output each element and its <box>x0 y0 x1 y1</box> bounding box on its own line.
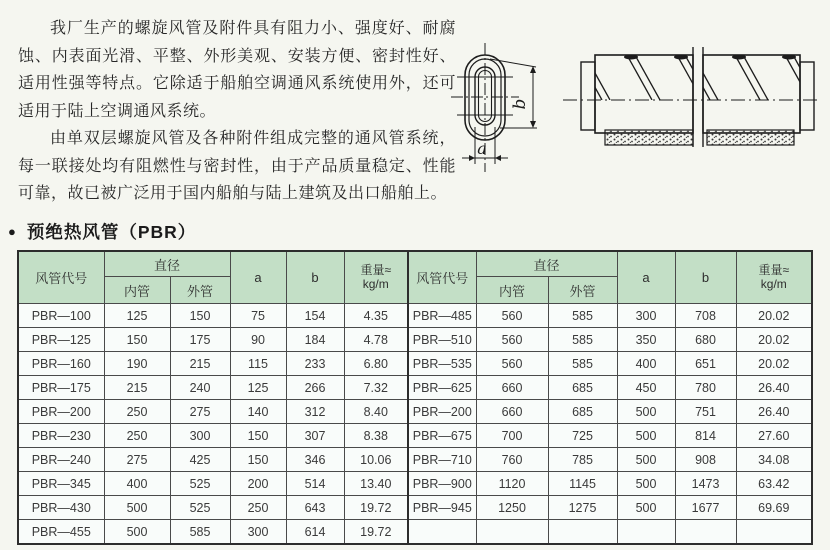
col-header-inner-tube-right: 内管 <box>476 277 548 304</box>
col-header-weight-right <box>736 251 812 304</box>
spec-value-cell: 660 <box>476 400 548 424</box>
duct-code-cell: PBR—230 <box>18 424 104 448</box>
duct-code-cell: PBR—485 <box>408 304 476 328</box>
spec-value-cell: 4.35 <box>344 304 408 328</box>
spec-value-cell: 20.02 <box>736 352 812 376</box>
spec-value-cell: 175 <box>170 328 230 352</box>
spec-value-cell: 215 <box>104 376 170 400</box>
col-header-duct-code-right: 风管代号 <box>408 251 476 304</box>
col-header-diameter-left: 直径 <box>104 251 230 277</box>
spec-value-cell: 500 <box>617 496 675 520</box>
col-header-duct-code-left: 风管代号 <box>18 251 104 304</box>
intro-paragraph-2: 由单双层螺旋风管及各种附件组成完整的通风管系统，每一联接处均有阻燃性与密封性，由于产品质量稳定、性能可靠，故已被广泛用于国内船舶与陆上建筑及出口船舶上。 <box>18 130 456 202</box>
spec-value-cell: 8.40 <box>344 400 408 424</box>
spec-value-cell: 75 <box>230 304 286 328</box>
section-bullet-icon: ● <box>8 224 16 239</box>
section-title: 预绝热风管（PBR） <box>26 222 197 242</box>
spec-value-cell: 425 <box>170 448 230 472</box>
spec-value-cell: 585 <box>548 328 617 352</box>
weight-label: 重量≈ <box>758 263 790 278</box>
table-row <box>18 400 812 424</box>
duct-code-cell: PBR—455 <box>18 520 104 545</box>
duct-code-cell: PBR—200 <box>408 400 476 424</box>
spec-value-cell: 560 <box>476 304 548 328</box>
spec-value-cell: 250 <box>230 496 286 520</box>
spec-value-cell <box>675 520 736 545</box>
spec-value-cell: 26.40 <box>736 400 812 424</box>
spec-value-cell: 780 <box>675 376 736 400</box>
table-row <box>18 352 812 376</box>
spec-value-cell <box>617 520 675 545</box>
spec-value-cell: 908 <box>675 448 736 472</box>
spec-value-cell: 400 <box>617 352 675 376</box>
duct-code-cell: PBR—125 <box>18 328 104 352</box>
spec-value-cell: 115 <box>230 352 286 376</box>
spec-value-cell: 140 <box>230 400 286 424</box>
table-row <box>18 328 812 352</box>
spec-value-cell: 585 <box>170 520 230 545</box>
spec-value-cell: 19.72 <box>344 520 408 545</box>
spec-value-cell: 125 <box>230 376 286 400</box>
col-header-inner-tube-left: 内管 <box>104 277 170 304</box>
spec-value-cell: 4.78 <box>344 328 408 352</box>
spec-value-cell: 1275 <box>548 496 617 520</box>
spec-value-cell: 560 <box>476 352 548 376</box>
duct-side-view-diagram <box>557 28 825 153</box>
spec-value-cell: 215 <box>170 352 230 376</box>
spec-value-cell: 751 <box>675 400 736 424</box>
spec-value-cell: 307 <box>286 424 344 448</box>
spec-value-cell: 685 <box>548 400 617 424</box>
spec-value-cell: 300 <box>230 520 286 545</box>
spec-value-cell: 450 <box>617 376 675 400</box>
spec-value-cell: 500 <box>617 448 675 472</box>
spec-value-cell: 660 <box>476 376 548 400</box>
spec-value-cell: 525 <box>170 472 230 496</box>
spec-value-cell: 275 <box>170 400 230 424</box>
section-heading <box>8 219 196 244</box>
col-header-a-left: a <box>230 251 286 304</box>
duct-code-cell: PBR—100 <box>18 304 104 328</box>
duct-code-cell: PBR—710 <box>408 448 476 472</box>
spec-value-cell: 680 <box>675 328 736 352</box>
spec-value-cell: 250 <box>104 400 170 424</box>
spec-value-cell: 27.60 <box>736 424 812 448</box>
spec-value-cell: 154 <box>286 304 344 328</box>
duct-code-cell: PBR—160 <box>18 352 104 376</box>
duct-code-cell: PBR—345 <box>18 472 104 496</box>
spec-value-cell: 63.42 <box>736 472 812 496</box>
col-header-b-left: b <box>286 251 344 304</box>
spec-value-cell: 643 <box>286 496 344 520</box>
duct-code-cell: PBR—240 <box>18 448 104 472</box>
spec-value-cell: 150 <box>230 448 286 472</box>
spec-value-cell: 500 <box>617 424 675 448</box>
duct-code-cell: PBR—625 <box>408 376 476 400</box>
spec-value-cell: 150 <box>230 424 286 448</box>
spec-value-cell: 34.08 <box>736 448 812 472</box>
spec-value-cell: 785 <box>548 448 617 472</box>
spec-value-cell: 190 <box>104 352 170 376</box>
intro-text-block <box>18 15 456 208</box>
oval-cross-section-diagram <box>440 12 560 202</box>
spec-value-cell: 150 <box>170 304 230 328</box>
pbr-spec-table <box>17 250 813 545</box>
duct-code-cell: PBR—200 <box>18 400 104 424</box>
spec-value-cell: 300 <box>170 424 230 448</box>
duct-code-cell <box>408 520 476 545</box>
spec-value-cell: 250 <box>104 424 170 448</box>
spec-value-cell: 200 <box>230 472 286 496</box>
weight-unit-label: kg/m <box>760 276 787 291</box>
col-header-diameter-right: 直径 <box>476 251 617 277</box>
col-header-outer-tube-left: 外管 <box>170 277 230 304</box>
spec-value-cell: 69.69 <box>736 496 812 520</box>
spec-value-cell: 585 <box>548 352 617 376</box>
spec-value-cell: 20.02 <box>736 328 812 352</box>
duct-code-cell: PBR—535 <box>408 352 476 376</box>
pbr-table-body <box>18 304 812 545</box>
spec-value-cell: 560 <box>476 328 548 352</box>
spec-value-cell: 500 <box>104 520 170 545</box>
spec-value-cell: 400 <box>104 472 170 496</box>
spec-value-cell: 233 <box>286 352 344 376</box>
dim-b-label: b <box>510 98 530 110</box>
spec-value-cell: 585 <box>548 304 617 328</box>
spec-value-cell <box>736 520 812 545</box>
spec-value-cell: 312 <box>286 400 344 424</box>
table-row <box>18 376 812 400</box>
col-header-weight-left <box>344 251 408 304</box>
spec-value-cell: 1145 <box>548 472 617 496</box>
spec-value-cell: 725 <box>548 424 617 448</box>
spec-value-cell: 19.72 <box>344 496 408 520</box>
spec-value-cell: 350 <box>617 328 675 352</box>
spec-value-cell: 1120 <box>476 472 548 496</box>
spec-value-cell: 500 <box>617 472 675 496</box>
spec-value-cell: 346 <box>286 448 344 472</box>
duct-code-cell: PBR—945 <box>408 496 476 520</box>
duct-code-cell: PBR—675 <box>408 424 476 448</box>
spec-value-cell: 614 <box>286 520 344 545</box>
spec-value-cell: 184 <box>286 328 344 352</box>
duct-code-cell: PBR—430 <box>18 496 104 520</box>
spec-value-cell: 8.38 <box>344 424 408 448</box>
spec-value-cell: 651 <box>675 352 736 376</box>
spec-value-cell <box>476 520 548 545</box>
spec-value-cell: 300 <box>617 304 675 328</box>
duct-code-cell: PBR—900 <box>408 472 476 496</box>
spec-value-cell: 125 <box>104 304 170 328</box>
table-row <box>18 496 812 520</box>
spec-value-cell: 514 <box>286 472 344 496</box>
weight-label: 重量≈ <box>360 263 392 278</box>
spec-value-cell: 90 <box>230 328 286 352</box>
spec-value-cell: 500 <box>617 400 675 424</box>
duct-code-cell: PBR—510 <box>408 328 476 352</box>
col-header-outer-tube-right: 外管 <box>548 277 617 304</box>
spec-value-cell: 26.40 <box>736 376 812 400</box>
spec-value-cell: 150 <box>104 328 170 352</box>
spec-value-cell: 525 <box>170 496 230 520</box>
spec-value-cell: 275 <box>104 448 170 472</box>
spec-value-cell: 7.32 <box>344 376 408 400</box>
spec-value-cell: 500 <box>104 496 170 520</box>
spec-value-cell: 266 <box>286 376 344 400</box>
table-row <box>18 520 812 545</box>
spec-value-cell <box>548 520 617 545</box>
weight-unit-label: kg/m <box>362 276 389 291</box>
spec-value-cell: 700 <box>476 424 548 448</box>
col-header-a-right: a <box>617 251 675 304</box>
spec-value-cell: 13.40 <box>344 472 408 496</box>
spec-value-cell: 685 <box>548 376 617 400</box>
spec-value-cell: 1677 <box>675 496 736 520</box>
spec-value-cell: 1473 <box>675 472 736 496</box>
spec-value-cell: 6.80 <box>344 352 408 376</box>
intro-paragraph-1: 我厂生产的螺旋风管及附件具有阻力小、强度好、耐腐蚀、内表面光滑、平整、外形美观、安装方便、密封性好、适用性强等特点。它除适于船舶空调通风系统使用外，还可适用于陆上空调通风系统。 <box>18 20 456 120</box>
duct-code-cell: PBR—175 <box>18 376 104 400</box>
spec-value-cell: 814 <box>675 424 736 448</box>
spec-value-cell: 10.06 <box>344 448 408 472</box>
spec-value-cell: 760 <box>476 448 548 472</box>
table-row <box>18 304 812 328</box>
spec-value-cell: 240 <box>170 376 230 400</box>
dim-a-label: a <box>477 139 487 158</box>
spec-value-cell: 20.02 <box>736 304 812 328</box>
table-row <box>18 424 812 448</box>
col-header-b-right: b <box>675 251 736 304</box>
table-row <box>18 472 812 496</box>
spec-value-cell: 708 <box>675 304 736 328</box>
table-row <box>18 448 812 472</box>
spec-value-cell: 1250 <box>476 496 548 520</box>
